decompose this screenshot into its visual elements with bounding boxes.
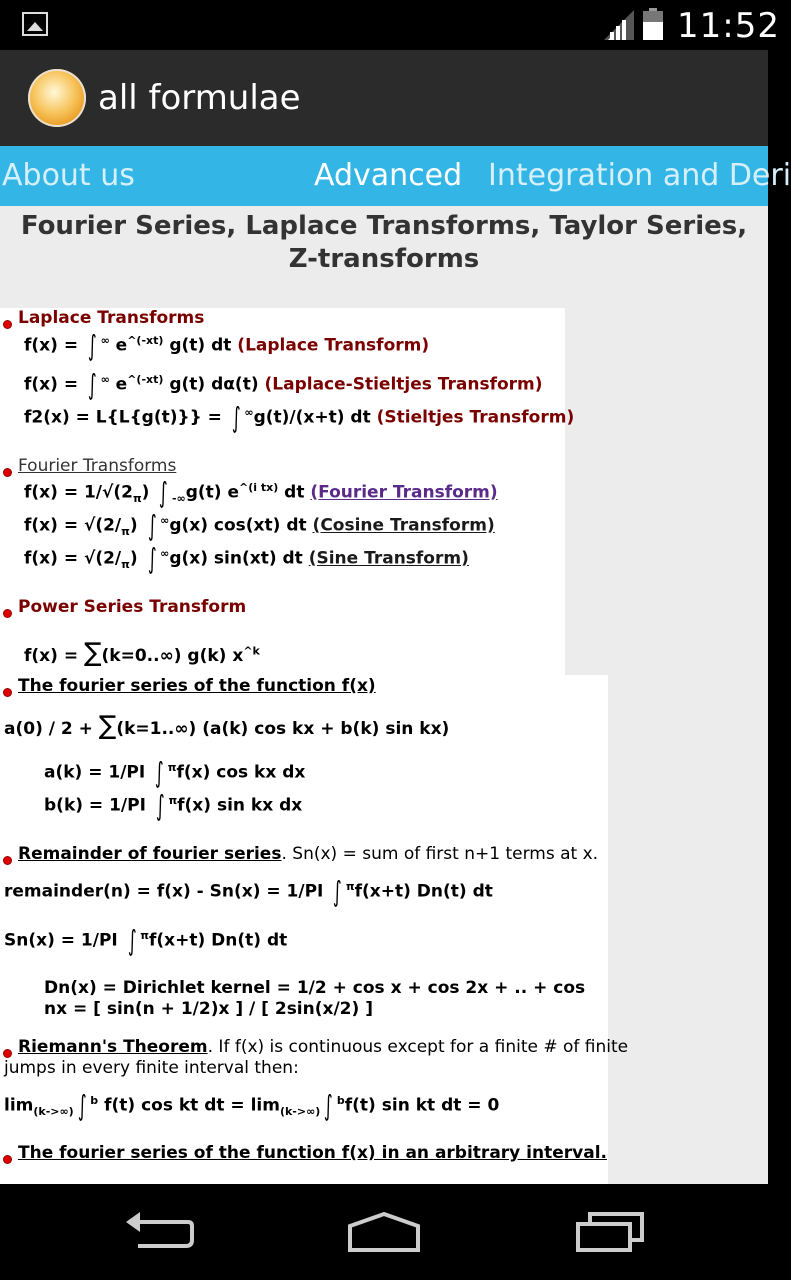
bullet-icon	[4, 321, 11, 328]
fourier-transform-formula: $f(x) = 1/√(2_\pi)$ ∫ $_{-\infty}$g(t) $e^{\^{}(i tx)}$ dt (Fourier Transform)	[24, 475, 498, 509]
cosine-transform-formula: $f(x) = √(2/_\pi)$ ∫ ∞g(x) cos(xt) dt (Cosine Transform)	[24, 508, 495, 542]
bullet-icon	[4, 689, 11, 696]
riemann-line: Riemann's Theorem. If f(x) is continuous except for a finite # of finite	[18, 1037, 629, 1057]
bullet-icon	[4, 469, 11, 476]
tab-strip	[0, 146, 791, 206]
fourier-series-formula: a(0) / 2 + ∑(k=1..∞) (a(k) cos kx + b(k) sin kx)	[4, 711, 450, 741]
laplace-transform-label: (Laplace Transform)	[237, 335, 430, 356]
fourier-transform-link[interactable]: (Fourier Transform)	[310, 482, 498, 503]
tab-about-us[interactable]: About us	[2, 158, 135, 193]
web-content[interactable]	[0, 206, 768, 1184]
remainder-formula: remainder(n) = f(x) - Sn(x) = 1/PI ∫ $^\pi$f(x+t) Dn(t) dt	[4, 874, 493, 908]
page-heading: Fourier Series, Laplace Transforms, Taylor Series, Z-transforms	[20, 211, 748, 274]
home-icon[interactable]	[346, 1212, 422, 1252]
laplace-title: Laplace Transforms	[18, 308, 205, 328]
bullet-icon	[4, 1156, 11, 1163]
tab-advanced[interactable]: Advanced	[314, 158, 463, 193]
bk-formula: b(k) = 1/PI ∫ $^\pi$f(x) sin kx dx	[44, 788, 303, 822]
bullet-icon	[4, 1050, 11, 1057]
arbitrary-interval-title: The fourier series of the function f(x) in an arbitrary interval.	[18, 1143, 607, 1163]
cosine-transform-link[interactable]: (Cosine Transform)	[312, 515, 495, 536]
remainder-line: Remainder of fourier series. Sn(x) = sum of first n+1 terms at x.	[18, 844, 599, 864]
image-notification-icon	[22, 12, 48, 36]
laplace-formula: f(x) = ∫ ∞ $e^{\^{}(-xt)}$ g(t) dt (Laplace Transform)	[24, 328, 430, 362]
status-bar	[0, 0, 780, 50]
bullet-icon	[4, 610, 11, 617]
laplace-stieltjes-formula: f(x) = ∫ ∞ $e^{\^{}(-xt)}$ g(t) dα(t) (Laplace-Stieltjes Transform)	[24, 367, 543, 401]
back-icon[interactable]	[124, 1212, 194, 1252]
sine-transform-formula: $f(x) = √(2/_\pi)$ ∫ ∞g(x) sin(xt) dt (Sine Transform)	[24, 541, 469, 575]
stieltjes-formula: f2(x) = L{L{g(t)}} = ∫ ∞g(t)/(x+t) dt (Stieltjes Transform)	[24, 400, 575, 434]
power-series-title: Power Series Transform	[18, 597, 247, 617]
remainder-title: Remainder of fourier series	[18, 844, 282, 864]
recent-apps-icon[interactable]	[574, 1212, 646, 1252]
ak-formula: a(k) = 1/PI ∫ $^\pi$f(x) cos kx dx	[44, 755, 306, 789]
signal-icon	[604, 10, 634, 40]
battery-icon	[642, 8, 664, 40]
sine-transform-link[interactable]: (Sine Transform)	[308, 548, 469, 569]
bullet-icon	[4, 857, 11, 864]
clock: 11:52	[677, 6, 780, 46]
action-bar	[0, 50, 768, 146]
app-logo-icon[interactable]	[28, 69, 86, 127]
riemann-text: jumps in every finite interval then:	[4, 1058, 299, 1078]
fourier-transforms-link[interactable]: Fourier Transforms	[18, 456, 177, 476]
riemann-title: Riemann's Theorem	[18, 1037, 208, 1057]
power-series-formula: f(x) = ∑(k=0..∞) g(k) $x^{\^{}k}$	[24, 638, 260, 668]
fourier-series-title: The fourier series of the function f(x)	[18, 676, 376, 696]
tab-integration-and-derivatives[interactable]: Integration and Deri	[488, 158, 791, 193]
navigation-bar	[0, 1184, 768, 1280]
sn-formula: Sn(x) = 1/PI ∫ $^\pi$f(x+t) Dn(t) dt	[4, 923, 288, 957]
stieltjes-label: (Stieltjes Transform)	[376, 407, 575, 428]
laplace-stieltjes-label: (Laplace-Stieltjes Transform)	[264, 374, 543, 395]
dirichlet-kernel-line1: Dn(x) = Dirichlet kernel = 1/2 + cos x + cos 2x + .. + cos	[44, 978, 586, 998]
riemann-formula: $\lim_{(k->\infty)}$ ∫ $^b$ f(t) cos kt dt = $\lim_{(k->\infty)}$ ∫ $^b$f(t) sin kt dt = 0	[4, 1088, 500, 1122]
dirichlet-kernel-line2: nx = [ sin(n + 1/2)x ] / [ 2sin(x/2) ]	[44, 999, 373, 1019]
app-title: all formulae	[98, 78, 301, 118]
